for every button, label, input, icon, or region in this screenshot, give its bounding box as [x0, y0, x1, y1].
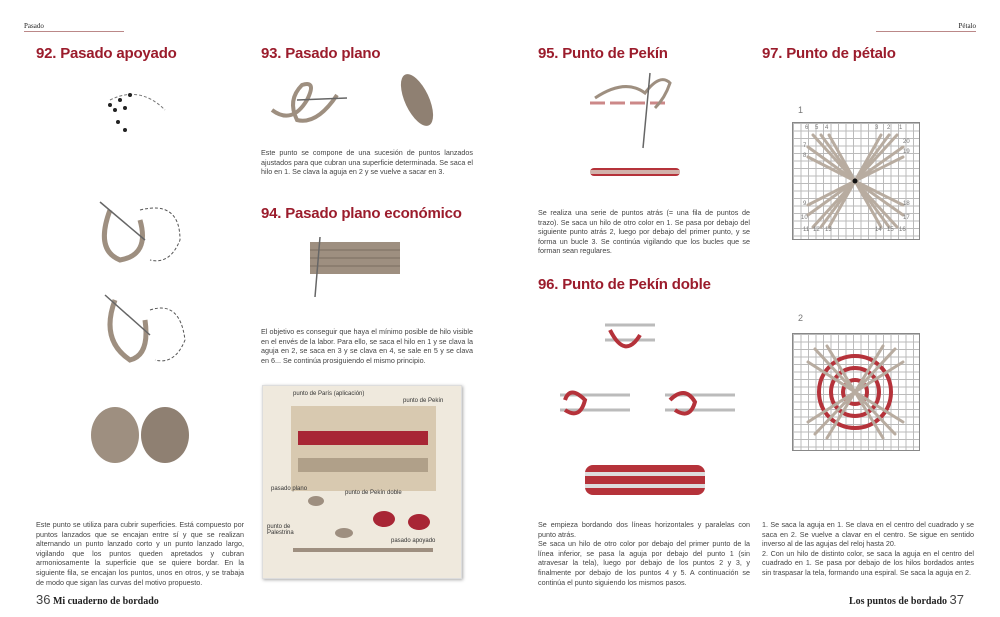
petal-spiral [793, 334, 919, 450]
section-title-96: 96. Punto de Pekín doble [538, 276, 711, 293]
book-title: Mi cuaderno de bordado [52, 596, 159, 607]
section-text-93: Este punto se compone de una sucesión de puntos lanzados ajustados para que cubran una superficie determinada. Se saca el hilo en 1. Se clava la aguja en 2 y se vuelve a sacar en 3. [261, 148, 473, 177]
photo-label: pasado plano [271, 486, 308, 492]
section-text-96: Se empieza bordando dos líneas horizontales y paralelas con punto atrás. Se saca un hilo de otro color por debajo del primer punto de la línea inferior, se pasa la aguja por debajo del punto 1 (sin atravesar la tela), luego por debajo de los puntos 2 y 3, y finalmente por debajo de los puntos 4 y 5. A continuación se continúa el punto siguiendo los mismos pasos. [538, 520, 750, 587]
pasado-apoyado-illustrations [80, 80, 190, 500]
grid-label: 5 [815, 125, 819, 131]
punto-pekin-illustrations [585, 68, 695, 188]
section-title-93: 93. Pasado plano [261, 45, 381, 62]
photo-label: punto de Pekín [403, 398, 444, 404]
leaf [335, 528, 353, 538]
chapter-title: Los puntos de bordado [848, 596, 948, 607]
section-text-95: Se realiza una serie de puntos atrás (= una fila de puntos de trazo). Se saca un hilo de otro color en 1. Se pasa por debajo del siguiente punto atrás 2, luego por debajo del primer punto, y se forma un bucle 3. Se continúa vigilando que los bucles que se forman sean regulares. [538, 208, 750, 256]
petal-grid-2 [792, 333, 920, 451]
grid-label: 8 [803, 153, 807, 159]
palestrina-line [293, 548, 433, 552]
section-text-97: 1. Se saca la aguja en 1. Se clava en el centro del cuadrado y se saca en 2. Se vuelve a clavar en el centro. Se sigue en sentido inverso al de las agujas del reloj hasta 20. 2. Con un hilo de distinto color, se saca la aguja en el centro del cuadrado en 1. Se pasa por debajo de los hilos bordados antes sin traspasar la tela, formando una espiral. Se saca la aguja en 2. [762, 520, 974, 577]
page-number-left: 36 [36, 592, 51, 607]
photo-label: punto de Palestrina [267, 524, 294, 536]
canvas-patch [291, 406, 436, 491]
footer-left [36, 592, 159, 607]
grid-label: 4 [825, 125, 829, 131]
grid-label: 6 [805, 125, 809, 131]
grid-label: 18 [903, 201, 910, 207]
section-title-94: 94. Pasado plano económico [261, 205, 462, 222]
petal-grid-1 [792, 122, 920, 240]
header-rule [24, 31, 124, 32]
section-text-94: El objetivo es conseguir que haya el mínimo posible de hilo visible en el envés de la labor. Para ello, se saca el hilo en 1 y se clava la aguja en 2, se saca en 3 y se clava en 4, se sale en 5 y se clava en 6... Se continúa prosiguiendo el mismo principio. [261, 327, 473, 365]
pasado-plano-economico-illustration [295, 232, 415, 302]
pasado-plano-illustrations [262, 70, 472, 140]
grid-label: 20 [903, 139, 910, 145]
grid-label: 19 [903, 149, 910, 155]
leaf [308, 496, 324, 506]
running-header-left: Pasado [24, 22, 44, 30]
section-title-97: 97. Punto de pétalo [762, 45, 896, 62]
grid-label: 2 [887, 125, 891, 131]
grid-label: 17 [903, 215, 910, 221]
section-text-92: Este punto se utiliza para cubrir superficies. Está compuesto por puntos lanzados que se encajan entre sí y que se realizan alternando un punto lanzado corto y un punto lanzado largo, vigilando que los puntos queden apretados y cubran armoniosamente la superficie que se quiere bordar. En la siguiente fila, se encajan los puntos, unos en otros, y se trabaja de modo que sigan las curvas del motivo propuesto. [36, 520, 244, 587]
sampler-photo [262, 385, 462, 579]
petal [373, 511, 395, 527]
diagram-step-label: 2 [798, 313, 804, 323]
grid-label: 14 [875, 227, 882, 233]
diagram-step-label: 1 [798, 105, 804, 115]
grid-label: 10 [801, 215, 808, 221]
header-rule [876, 31, 976, 32]
photo-label: punto de Pekín doble [345, 490, 402, 496]
petal [408, 514, 430, 530]
grid-label: 11 [803, 227, 810, 233]
grid-label: 7 [803, 143, 807, 149]
punto-pekin-doble-illustrations [545, 300, 760, 510]
petal-stitches [793, 123, 919, 239]
page-number-right: 37 [949, 592, 964, 607]
grid-label: 3 [875, 125, 879, 131]
footer-right [849, 592, 964, 607]
grid-label: 1 [899, 125, 903, 131]
photo-label: punto de París (aplicación) [293, 391, 365, 397]
grid-label: 16 [899, 227, 906, 233]
pekin-doble-band [298, 458, 428, 472]
grid-label: 9 [803, 201, 807, 207]
grid-label: 15 [887, 227, 894, 233]
running-header-right: Pétalo [958, 22, 976, 30]
grid-label: 12 [813, 227, 820, 233]
grid-label: 13 [825, 227, 832, 233]
section-title-95: 95. Punto de Pekín [538, 45, 668, 62]
pekin-band [298, 431, 428, 445]
photo-label: pasado apoyado [391, 538, 436, 544]
section-title-92: 92. Pasado apoyado [36, 45, 177, 62]
